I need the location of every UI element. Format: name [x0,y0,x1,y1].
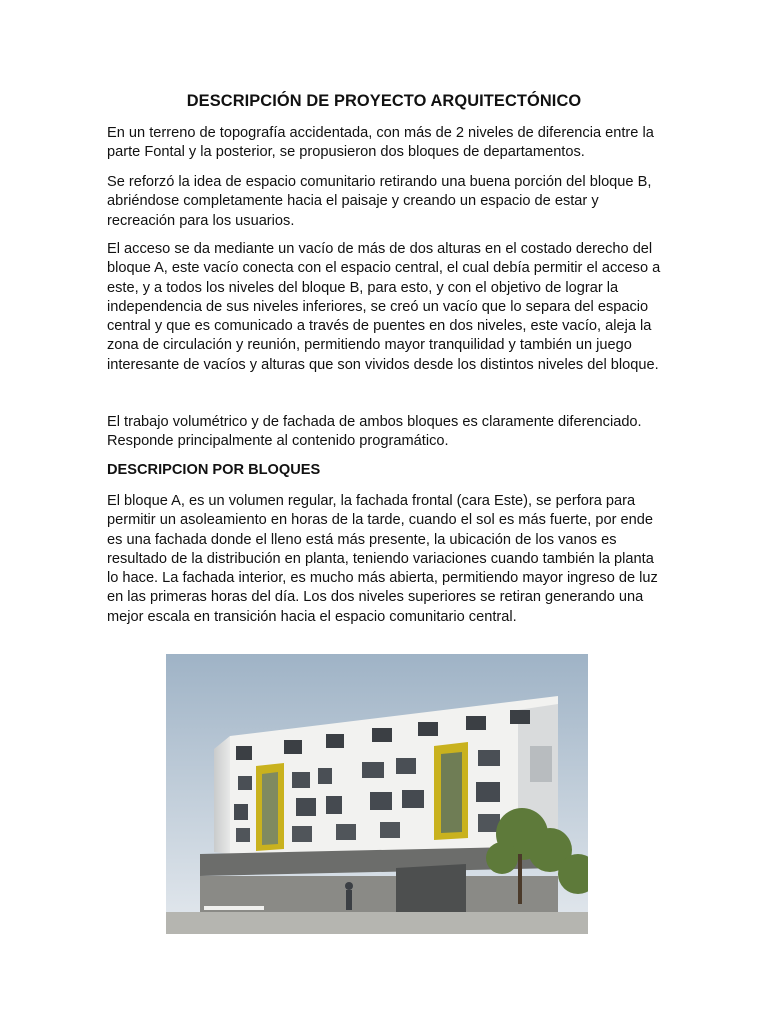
building-rendering-svg [166,654,588,934]
paragraph-access: El acceso se da mediante un vacío de más de dos alturas en el costado derecho del bloque A, este vacío conecta con el espacio central, el cual debía permitir el acceso a este, y a todos los niveles del bloque B, para esto, y con el objetivo de lograr la independencia de sus niveles inferiores, se creó un vacío que lo separa del espacio central y que es comunicado a través de puentes en dos niveles, este vacío, aleja la zona de circulación y reunión, permitiendo mayor tranquilidad y también un juego interesante de vacíos y alturas que son vividos desde los distintos niveles del bloque. [107,241,661,373]
document-title: DESCRIPCIÓN DE PROYECTO ARQUITECTÓNICO [186,92,582,110]
building-side-face [214,736,230,854]
pedestrian [346,890,352,910]
section-heading-blocks: DESCRIPCION POR BLOQUES [107,462,321,478]
perforated-panel [530,746,552,782]
ground [166,912,588,934]
building-rendering-image [166,654,588,934]
paragraph-block-a: El bloque A, es un volumen regular, la fachada frontal (cara Este), se perfora para permitir un asoleamiento en horas de la tarde, cuando el sol es más fuerte, por ende es una fachada donde el lleno está más presente, la ubicación de los vanos es resultado de la distribución en planta, teniendo variaciones cuando también la planta lo hace. La fachada interior, es mucho más abierta, permitiendo mayor ingreso de luz en las primeras horas del día. Los dos niveles superiores se retiran generando una mejor escala en transición hacia el espacio comunitario central. [107,493,658,625]
paragraph-community-space: Se reforzó la idea de espacio comunitario retirando una buena porción del bloque B, abriéndose completamente hacia el paisaje y creando un espacio de estar y recreación para los usuarios. [107,174,652,229]
entrance-void [396,864,466,912]
paragraph-volumetric: El trabajo volumétrico y de fachada de ambos bloques es claramente diferenciado. Responde principalmente al contenido programático. [107,414,642,450]
paragraph-terrain: En un terreno de topografía accidentada, con más de 2 niveles de diferencia entre la parte Fontal y la posterior, se propusieron dos bloques de departamentos. [107,125,654,161]
